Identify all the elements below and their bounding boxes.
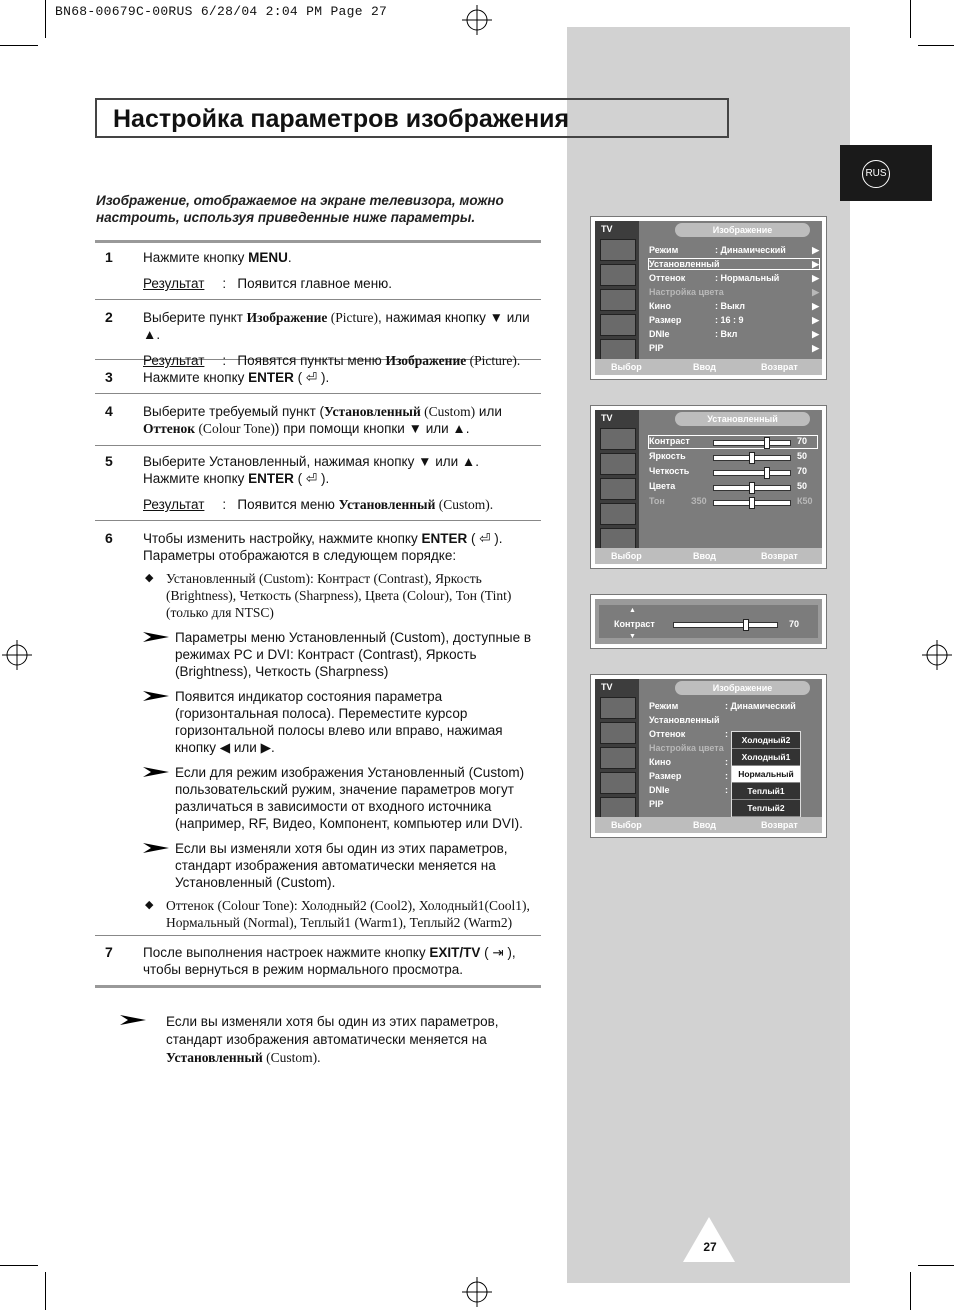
language-tab: [840, 145, 932, 201]
slider-label: Четкость: [649, 466, 690, 476]
input-icon: [600, 697, 636, 719]
osd-title: Изображение: [675, 681, 810, 695]
step-text: ( ⏎ ).: [293, 471, 330, 486]
slider-track[interactable]: [673, 622, 778, 628]
step-2: 2 Выберите пункт Изображение (Picture), нажимая кнопку ▼ или ▲. Результат : Появятся пункты меню Изображение (Picture).: [105, 309, 530, 368]
slider-knob[interactable]: [749, 452, 755, 464]
step-number: 7: [105, 944, 113, 960]
dropdown-option-selected[interactable]: Нормальный: [732, 766, 800, 783]
osd-slider-row[interactable]: [649, 451, 817, 463]
note-arrow-icon: [120, 1014, 146, 1026]
slider-value: 50: [797, 451, 808, 461]
dropdown-option[interactable]: Теплый2: [732, 800, 800, 817]
page-number: 27: [703, 1240, 717, 1254]
step-3: [95, 369, 541, 386]
channel-icon: [600, 503, 636, 525]
osd-custom-menu: [590, 405, 827, 569]
menu-item-en: (Picture).: [466, 353, 521, 368]
step-text: Нажмите кнопку: [143, 250, 249, 265]
osd-colour-tone-menu: [590, 674, 827, 838]
note-arrow-icon: [143, 631, 169, 643]
osd-picture-menu: [590, 216, 827, 380]
slider-label: Яркость: [649, 451, 686, 461]
slider-label: Тон: [649, 496, 665, 506]
input-icon: [600, 428, 636, 450]
osd-menu-item-disabled: Настройка цвета ▶: [649, 287, 819, 297]
note-item: [143, 688, 541, 756]
step-4: [95, 403, 541, 437]
step-text: ( ⏎ ).: [293, 370, 330, 385]
step-text: После выполнения настроек нажмите кнопку: [143, 945, 430, 960]
registration-mark-left: [2, 640, 32, 670]
key-name: EXIT/TV: [429, 945, 481, 960]
note-text: Если вы изменяли хотя бы один из этих параметров, стандарт изображения автоматически меняется на Установленный (Custom).: [175, 841, 508, 890]
crop-mark: [0, 45, 38, 46]
note-arrow-icon: [143, 690, 169, 702]
nav-return-label: Возврат: [761, 551, 798, 561]
nav-enter-label: Ввод: [693, 551, 717, 561]
key-name: ENTER: [421, 531, 468, 546]
note-item: [143, 764, 541, 832]
slider-label: Контраст: [649, 436, 690, 446]
slider-label: Контраст: [614, 619, 655, 629]
tv-label: TV: [601, 413, 613, 423]
slider-value: 70: [797, 466, 808, 476]
setup-icon: [600, 797, 636, 819]
picture-icon: [600, 264, 636, 286]
diamond-bullet-icon: ◆: [145, 899, 154, 911]
note-text: Если вы изменяли хотя бы один из этих параметров,: [166, 1014, 499, 1029]
osd-menu-item[interactable]: PIP ▶: [649, 343, 819, 353]
result-text: Появится меню: [237, 497, 339, 512]
result-label: Результат: [143, 497, 205, 512]
osd-slider-row-selected[interactable]: [649, 436, 817, 448]
crop-mark: [0, 1265, 38, 1266]
slider-knob[interactable]: [749, 497, 755, 509]
osd-menu-item[interactable]: DNIe : Вкл ▶: [649, 329, 819, 339]
menu-item-en: (Colour Tone): [195, 421, 275, 436]
setup-icon: [600, 339, 636, 361]
step-text: или: [475, 404, 502, 419]
page-title: Настройка параметров изображения: [95, 98, 729, 138]
step-text: ) при помощи кнопки ▼ или ▲.: [274, 421, 470, 436]
step-number: 5: [105, 453, 113, 469]
menu-item-en: (Custom).: [262, 1050, 321, 1065]
divider: [95, 393, 541, 394]
step-text: Выберите пункт: [143, 310, 247, 325]
nav-enter-label: Ввод: [693, 820, 717, 830]
osd-menu-item[interactable]: Кино : Выкл ▶: [649, 301, 819, 311]
slider-value: 50: [797, 481, 808, 491]
input-icon: [600, 239, 636, 261]
divider: [95, 240, 541, 243]
menu-item-name: Изображение: [246, 310, 328, 325]
crop-mark: [918, 1265, 954, 1266]
osd-menu-item-selected[interactable]: Установленный ▶: [649, 259, 819, 269]
osd-menu-item[interactable]: Оттенок : Нормальный ▶: [649, 273, 819, 283]
up-arrow-icon: ▲: [629, 607, 636, 614]
divider: [95, 445, 541, 446]
menu-item-name: Установленный: [166, 1050, 263, 1065]
osd-menu-item[interactable]: Кино :: [649, 757, 728, 767]
nav-return-label: Возврат: [761, 362, 798, 372]
osd-title: Изображение: [675, 223, 810, 237]
slider-knob[interactable]: [764, 437, 770, 449]
footer-note: [166, 1013, 536, 1067]
key-name: ENTER: [248, 370, 294, 385]
nav-select-label: Выбор: [611, 820, 642, 830]
intro-text: Изображение, отображаемое на экране телевизора, можно настроить, используя приведенные ниже параметры.: [96, 193, 504, 225]
osd-slider-row[interactable]: [649, 466, 817, 478]
menu-item-en: (Picture): [327, 310, 379, 325]
note-text: Если для режим изображения Установленный (Custom) пользовательский ружим, значение параметров могут различаться в зависимости от входного источника (например, RF, Видео, Компонент, компьютер или DVI).: [175, 765, 525, 831]
divider: [95, 985, 541, 988]
sound-icon: [600, 747, 636, 769]
osd-menu-item[interactable]: Размер : 16 : 9 ▶: [649, 315, 819, 325]
osd-sidebar: [595, 679, 639, 817]
slider-track[interactable]: [713, 470, 791, 476]
note-item: [143, 629, 541, 680]
crop-mark: [45, 0, 46, 38]
step-6: [95, 530, 541, 931]
sound-icon: [600, 289, 636, 311]
result-label: Результат: [143, 353, 205, 368]
crop-mark: [45, 1272, 46, 1310]
menu-item-en: (Custom).: [435, 497, 494, 512]
crop-mark: [910, 1272, 911, 1310]
osd-menu-item-disabled: Настройка цвета: [649, 743, 724, 753]
tv-label: TV: [601, 224, 613, 234]
osd-menu-item[interactable]: Оттенок :: [649, 729, 728, 739]
diamond-bullet-icon: ◆: [145, 572, 154, 584]
step-5: 5 Выберите Установленный, нажимая кнопку ▼ или ▲. Нажмите кнопку ENTER ( ⏎ ). Результат : Появится меню Установленный (Custom).: [95, 453, 541, 513]
down-arrow-icon: ▼: [629, 633, 636, 640]
divider: [95, 935, 541, 936]
step-text: Выберите требуемый пункт (: [143, 404, 325, 419]
osd-menu-item[interactable]: Режим : Динамический: [649, 701, 796, 711]
note-text: Параметры меню Установленный (Custom), доступные в режимах PC и DVI: Контраст (Contrast), Яркость (Brightness), Четкость (Sharpness): [175, 630, 532, 679]
dropdown-option[interactable]: Теплый1: [732, 783, 800, 800]
step-text: Нажмите кнопку: [143, 471, 249, 486]
bullet-item: [143, 570, 541, 621]
step-text: Выберите Установленный, нажимая кнопку ▼ или ▲.: [143, 454, 480, 469]
menu-item-name: Оттенок: [143, 421, 196, 436]
registration-mark-right: [922, 640, 952, 670]
menu-item-name: Установленный: [324, 404, 421, 419]
picture-icon: [600, 722, 636, 744]
registration-mark-top: [462, 5, 492, 35]
crop-mark: [910, 0, 911, 38]
note-text: стандарт изображения автоматически меняется на: [166, 1032, 487, 1047]
nav-select-label: Выбор: [611, 551, 642, 561]
step-text: Нажмите кнопку: [143, 370, 249, 385]
note-arrow-icon: [143, 842, 169, 854]
step-number: 1: [105, 249, 113, 265]
osd-menu-item[interactable]: Установленный: [649, 715, 720, 725]
step-number: 6: [105, 530, 113, 546]
slider-knob[interactable]: [743, 619, 749, 631]
language-badge: RUS: [862, 160, 890, 188]
step-text: ( ⏎ ).: [467, 531, 503, 546]
sound-icon: [600, 478, 636, 500]
note-text: Появится индикатор состояния параметра (горизонтальная полоса). Переместите курсор горизонтальной полосы влево или вправо, нажимая кнопку ◀ или ▶.: [175, 689, 503, 755]
print-header: BN68-00679C-00RUS 6/28/04 2:04 PM Page 27: [55, 4, 388, 19]
slider-value: 70: [797, 436, 808, 446]
osd-sidebar: [595, 221, 639, 359]
step-number: 3: [105, 369, 113, 385]
setup-icon: [600, 528, 636, 550]
step-text: Параметры отображаются в следующем порядке:: [143, 548, 457, 563]
crop-mark: [918, 45, 954, 46]
osd-menu-item[interactable]: Размер :: [649, 771, 728, 781]
osd-menu-item[interactable]: Режим : Динамический ▶: [649, 245, 819, 255]
osd-nav-bar: [595, 359, 822, 375]
slider-knob[interactable]: [764, 467, 770, 479]
channel-icon: [600, 314, 636, 336]
picture-icon: [600, 453, 636, 475]
divider: [95, 520, 541, 521]
dropdown-option[interactable]: Холодный1: [732, 749, 800, 766]
osd-slider-row[interactable]: [649, 496, 817, 508]
step-text: , нажимая кнопку ▼ или ▲.: [143, 310, 530, 342]
menu-item-en: (Custom): [420, 404, 476, 419]
nav-return-label: Возврат: [761, 820, 798, 830]
osd-title: Установленный: [675, 412, 810, 426]
colour-tone-dropdown[interactable]: [731, 731, 801, 818]
slider-value: 70: [789, 619, 800, 629]
divider: [95, 299, 541, 300]
tv-label: TV: [601, 682, 613, 692]
bullet-text: Оттенок (Colour Tone): Холодный2 (Cool2), Холодный1(Cool1), Нормальный (Normal), Теплый1 (Warm1), Теплый2 (Warm2): [166, 898, 530, 930]
step-text: Чтобы изменить настройку, нажмите кнопку: [143, 531, 422, 546]
key-name: MENU: [248, 250, 288, 265]
osd-contrast-slider: [590, 594, 827, 649]
step-text: .: [287, 250, 292, 265]
step-text: чтобы вернуться в режим нормального просмотра.: [143, 962, 463, 977]
result-text: Появятся пункты меню: [237, 353, 386, 368]
dropdown-option[interactable]: Холодный2: [732, 732, 800, 749]
slider-label: Цвета: [649, 481, 676, 491]
channel-icon: [600, 772, 636, 794]
step-number: 2: [105, 309, 113, 325]
menu-item-name: Изображение: [385, 353, 467, 368]
result-label: Результат: [143, 276, 205, 291]
step-number: 4: [105, 403, 113, 419]
osd-nav-bar: [595, 548, 822, 564]
slider-left-value: З50: [691, 496, 707, 506]
note-item: [143, 840, 541, 891]
step-text: ( ⇥ ),: [480, 945, 516, 960]
menu-item-name: Установленный: [338, 497, 436, 512]
osd-slider-row[interactable]: [649, 481, 817, 493]
nav-enter-label: Ввод: [693, 362, 717, 372]
osd-nav-bar: [595, 817, 822, 833]
bullet-item: [143, 897, 541, 931]
slider-track[interactable]: [713, 440, 791, 446]
step-1: 1 Нажмите кнопку MENU. Результат : Появится главное меню.: [105, 249, 393, 291]
osd-menu-item[interactable]: DNIe :: [649, 785, 728, 795]
step-7: [95, 944, 541, 978]
slider-value: К50: [797, 496, 813, 506]
registration-mark-bottom: [462, 1277, 492, 1307]
result-text: Появится главное меню.: [237, 276, 393, 291]
bullet-text: Установленный (Custom): Контраст (Contrast), Яркость (Brightness), Четкость (Sharpness), Цвета (Colour), Тон (Tint) (только для NTSC): [166, 571, 512, 620]
slider-knob[interactable]: [749, 482, 755, 494]
key-name: ENTER: [248, 471, 294, 486]
note-arrow-icon: [143, 766, 169, 778]
osd-menu-item[interactable]: PIP: [649, 799, 664, 809]
nav-select-label: Выбор: [611, 362, 642, 372]
osd-sidebar: [595, 410, 639, 548]
